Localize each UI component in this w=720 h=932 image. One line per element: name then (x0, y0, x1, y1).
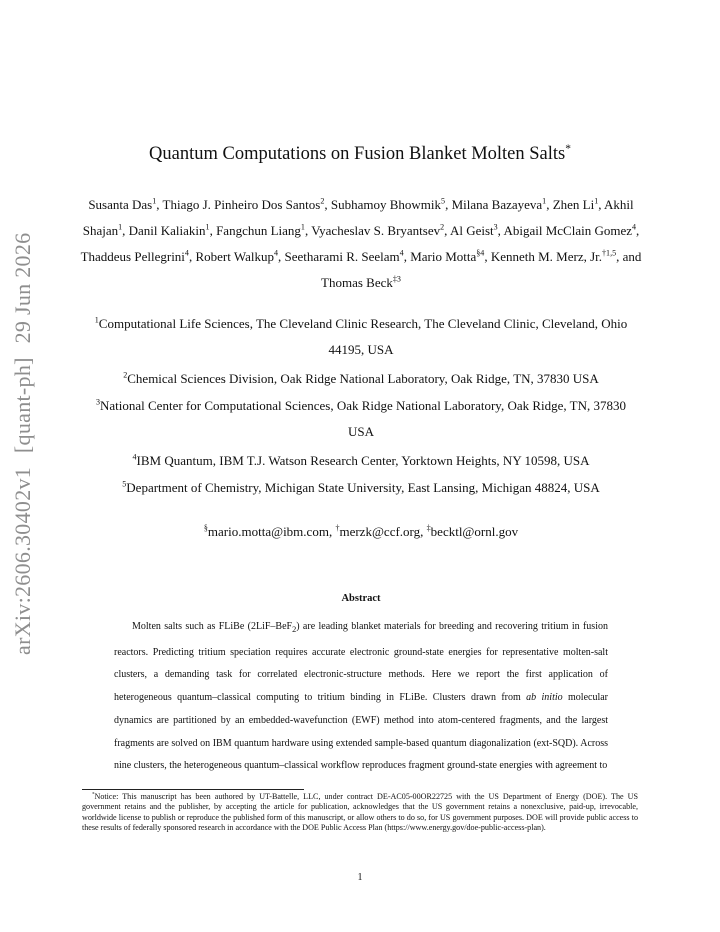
arxiv-stamp (10, 225, 36, 655)
author-affiliation-mark: 1 (594, 196, 599, 206)
author-affiliation-mark: 4 (632, 222, 637, 232)
author-affiliation-mark: 1 (300, 222, 305, 232)
abstract-text: Molten salts such as FLiBe (2LiF–BeF (132, 621, 293, 632)
abstract-body (114, 616, 608, 778)
affiliation-number: 2 (123, 370, 128, 380)
email-address[interactable]: becktl@ornl.gov (430, 524, 519, 539)
affiliation-text: Chemical Sciences Division, Oak Ridge National Laboratory, Oak Ridge, TN, 37830 USA (127, 371, 599, 386)
author: Milana Bazayeva (451, 197, 543, 212)
abstract-text: molecular dynamics are partitioned by an embedded-wavefunction (EWF) method into atom-centered fragments, and the largest fragments are solved on IBM quantum hardware using extended sample-based quantum diagonalization (ext-SQD). Across nine clusters, the heterogeneous quantum–classical workflow reproduces fragment ground-state energies with agreement to (114, 692, 608, 772)
affiliation-text: National Center for Computational Sciences, Oak Ridge National Laboratory, Oak Ridge, TN, 37830 USA (100, 398, 627, 439)
paper-title-text: Quantum Computations on Fusion Blanket Molten Salts (149, 144, 566, 164)
author-affiliation-mark: 1 (152, 196, 157, 206)
affiliation-number: 1 (94, 315, 99, 325)
author: Susanta Das (88, 197, 153, 212)
affiliation-text: Department of Chemistry, Michigan State University, East Lansing, Michigan 48824, USA (126, 480, 600, 495)
author: Kenneth M. Merz, Jr. (490, 249, 603, 264)
arxiv-date: 29 Jun 2026 (10, 232, 35, 344)
title-footnote-mark: * (565, 142, 571, 155)
footnote (82, 792, 638, 833)
footnote-mark: * (92, 792, 95, 798)
author-list: Susanta Das$^1$, Thiago J. Pinheiro Dos Santos$^2$, Subhamoy Bhowmik$^5$, Milana Bazayeva$^1$, Zhen Li$^1$, Akhil Shajan$^1$, Danil Kaliakin$^1$, Fangchun Liang$^1$, Vyacheslav S. Bryantsev$^2$, Al Geist$^3$, Abigail McClain Gomez$^4$, Thaddeus Pellegrini$^4$, Robert Walkup$^4$, Seetharami R. Seelam$^4$, Mario Motta$^{\S 4}$, Kenneth M. Merz, Jr.$^{\dagger 1,5}$, and Thomas Beck$^{\ddagger 3}$ (80, 196, 642, 290)
affiliation-3 (82, 393, 640, 445)
affiliation-1 (82, 311, 640, 363)
author-affiliation-mark: §4 (476, 248, 485, 258)
author-affiliation-mark: 2 (440, 222, 445, 232)
author-affiliation-mark: 2 (320, 196, 325, 206)
author: Robert Walkup (195, 249, 274, 264)
author-affiliation-mark: 3 (493, 222, 498, 232)
author-affiliation-mark: 1 (205, 222, 210, 232)
footnote-text: Notice: This manuscript has been authored by UT-Battelle, LLC, under contract DE-AC05-00OR22725 with the US Department of Energy (DOE). The US government retains and the publisher, by accepting the article for publication, acknowledges that the US government retains a nonexclusive, paid-up, irrevocable, worldwide license to publish or reproduce the published form of this manuscript, or allow others to do so, for US government purposes. DOE will provide public access to these results of federally sponsored research in accordance with the DOE Public Access Plan (https://www.energy.gov/doe-public-access-plan). (82, 792, 638, 832)
email-mark: § (203, 523, 208, 533)
author: Seetharami R. Seelam (284, 249, 400, 264)
author: Thomas Beck (321, 275, 393, 290)
author: Subhamoy Bhowmik (330, 197, 442, 212)
author-conjunction: and (622, 249, 642, 264)
arxiv-id: arXiv:2606.30402v1 (10, 466, 35, 655)
email-address[interactable]: merzk@ccf.org (339, 524, 421, 539)
email-mark: ‡ (426, 523, 431, 533)
author: Al Geist (449, 223, 494, 238)
page-number: 1 (357, 872, 363, 883)
author: Danil Kaliakin (128, 223, 206, 238)
author-affiliation-mark: ‡3 (392, 274, 401, 284)
author: Akhil Shajan (82, 197, 634, 238)
affiliation-text: IBM Quantum, IBM T.J. Watson Research Center, Yorktown Heights, NY 10598, USA (136, 453, 590, 468)
author-affiliation-mark: 4 (273, 248, 278, 258)
affiliation-text: Computational Life Sciences, The Cleveland Clinic Research, The Cleveland Clinic, Cleveland, Ohio 44195, USA (98, 316, 628, 357)
author-affiliation-mark: 4 (184, 248, 189, 258)
affiliation-number: 3 (95, 397, 100, 407)
footnote-rule (82, 789, 304, 790)
abstract-italic: ab initio (526, 692, 563, 704)
affiliation-4 (82, 448, 640, 474)
affiliation-5 (82, 475, 640, 501)
affiliation-number: 5 (122, 479, 127, 489)
email-address[interactable]: mario.motta@ibm.com (207, 524, 329, 539)
author: Abigail McClain Gomez (503, 223, 632, 238)
author: Thaddeus Pellegrini (80, 249, 185, 264)
author: Mario Motta (410, 249, 477, 264)
author-affiliation-mark: 5 (441, 196, 446, 206)
affiliation-number: 4 (132, 452, 137, 462)
author: Thiago J. Pinheiro Dos Santos (162, 197, 321, 212)
author: Vyacheslav S. Bryantsev (311, 223, 441, 238)
arxiv-category: [quant-ph] (10, 357, 35, 454)
abstract-subscript: 2 (292, 625, 297, 634)
email-mark: † (335, 523, 340, 533)
abstract-text: ) are leading blanket materials for breeding and recovering tritium in fusion reactors. Predicting tritium speciation requires accurate electronic ground-state energies for representative molten-salt clusters, a demanding task for correlated electronic-structure methods. Here we report the first application of heterogeneous quantum–classical computing to tritium binding in FLiBe. Clusters drawn from (114, 621, 608, 704)
abstract-heading: Abstract (341, 593, 381, 604)
contact-emails: §mario.motta@ibm.com, †merzk@ccf.org, ‡becktl@ornl.gov (203, 523, 519, 539)
author: Zhen Li (552, 197, 595, 212)
author-affiliation-mark: 1 (542, 196, 547, 206)
author-affiliation-mark: †1,5 (602, 248, 617, 258)
author: Fangchun Liang (216, 223, 301, 238)
author-affiliation-mark: 4 (399, 248, 404, 258)
paper-title (60, 144, 660, 165)
author-affiliation-mark: 1 (118, 222, 123, 232)
affiliation-2 (82, 366, 640, 392)
